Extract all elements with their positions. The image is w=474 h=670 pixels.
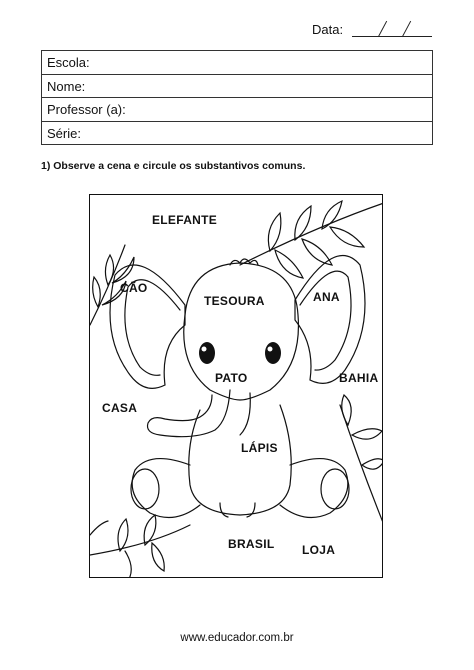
teacher-field[interactable]: Professor (a):	[42, 98, 432, 122]
date-label: Data:	[312, 22, 344, 37]
word-pato[interactable]: PATO	[215, 371, 248, 385]
date-slash	[402, 21, 411, 37]
word-tesoura[interactable]: TESOURA	[204, 294, 265, 308]
footer-url: www.educador.com.br	[180, 632, 294, 644]
elephant-eyes	[199, 342, 281, 364]
date-line	[352, 36, 432, 37]
name-field[interactable]: Nome:	[42, 75, 432, 99]
student-info-form	[41, 50, 433, 145]
date-slash	[378, 21, 387, 37]
right-ear-inner	[300, 271, 351, 370]
word-elefante[interactable]: ELEFANTE	[152, 213, 218, 227]
word-ana[interactable]: ANA	[313, 290, 340, 304]
elephant-trunk	[148, 390, 231, 437]
coloring-scene	[89, 194, 383, 578]
exercise-instruction: 1) Observe a cena e circule os substantivos comuns.	[41, 160, 306, 172]
grade-field[interactable]: Série:	[42, 122, 432, 146]
leaf-branch-right	[340, 395, 383, 525]
elephant-body	[189, 405, 292, 515]
school-field[interactable]: Escola:	[42, 51, 432, 75]
elephant-illustration	[90, 195, 383, 578]
word-loja[interactable]: LOJA	[302, 543, 336, 557]
word-brasil[interactable]: BRASIL	[228, 537, 275, 551]
word-cao[interactable]: CÃO	[120, 281, 148, 295]
word-casa[interactable]: CASA	[102, 401, 138, 415]
word-lapis[interactable]: LÁPIS	[241, 441, 278, 455]
leaf-branch-bottom-left	[90, 515, 190, 578]
word-bahia[interactable]: BAHIA	[339, 371, 379, 385]
